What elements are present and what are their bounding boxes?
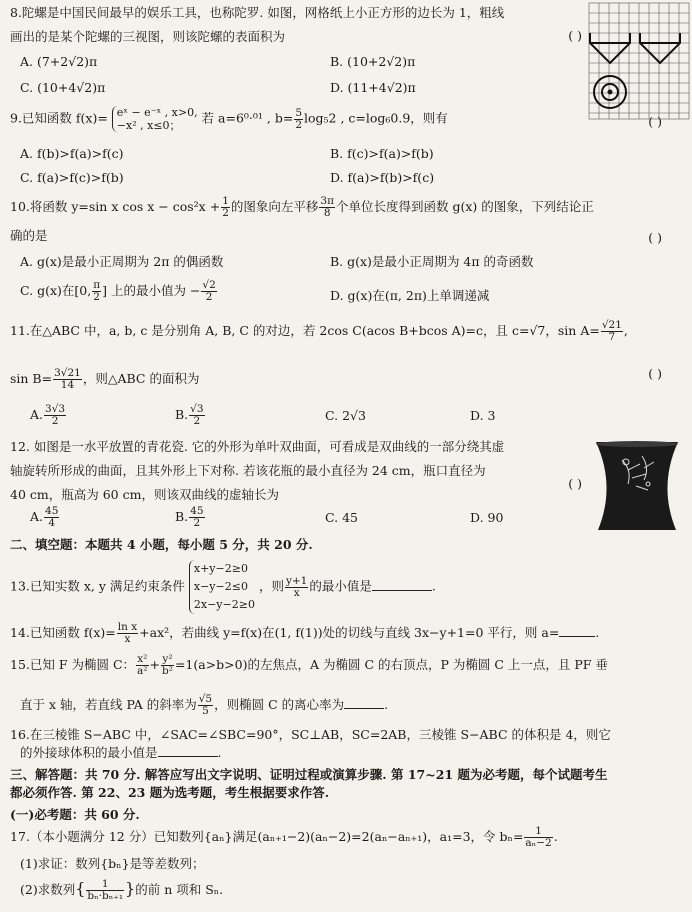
q11-sinb-suffix: ，则△ABC 的面积为	[82, 371, 200, 386]
q14-fraction: $\frac{\text{ln x}}{x}$	[117, 621, 138, 645]
q15-line2-suffix: ，则椭圆 C 的离心率为	[214, 697, 345, 712]
section-3a-heading: (一)必考题：共 60 分.	[10, 807, 140, 822]
q12-option-a: A. $\frac{45}{4}$	[30, 505, 59, 529]
q11-prefix: 11.在△ABC 中，a, b, c 是分别角 A, B, C 的对边，若 2cos C(acos B+bcos A)=c，且 c=√7，sin A=	[10, 323, 600, 338]
q17-part-1: (1)求证：数列{bₙ}是等差数列；	[20, 856, 205, 871]
q9-prefix: 9.已知函数 f(x)=	[10, 110, 108, 126]
q11-sinb-fraction: $\frac{3√21}{14}$	[54, 367, 81, 391]
q10-prefix: 10.将函数 y=sin x cos x − cos²x +	[10, 199, 221, 214]
question-10	[10, 196, 682, 245]
question-12	[10, 438, 592, 504]
q17-sum-fraction: $\frac{1}{\text{bₙ·bₙ₊₁}}$	[87, 878, 124, 902]
q16-line1: 16.在三棱锥 S−ABC 中，∠SAC=∠SBC=90°，SC⊥AB，SC=2AB，三棱锥 S−ABC 的体积是 4，则它	[10, 727, 611, 742]
q10-answer-paren: ( )	[648, 230, 662, 245]
question-15-cont: 直于 x 轴，若直线 PA 的斜率为 $\frac{√5}{5}$ ，则椭圆 C 的离心率为 .	[20, 693, 389, 717]
q14-prefix: 14.已知函数 f(x)=	[10, 625, 116, 640]
q17-part-2-suffix: 的前 n 项和 Sₙ.	[135, 882, 224, 897]
q8-option-a: A. (7+2√2)π	[20, 54, 98, 69]
q10-option-c: C. g(x)在[0, $\frac{\pi}{2}$ ] 上的最小值为 − $\frac{√2}{2}$	[20, 279, 216, 303]
q10-suffix: 个单位长度得到函数 g(x) 的图象，下列结论正	[335, 199, 594, 214]
q9-mid: 若 a=6⁰·⁰¹ , b=	[201, 110, 294, 126]
q9-option-c: C. f(a)>f(c)>f(b)	[20, 170, 124, 185]
q9-option-d: D. f(a)>f(b)>f(c)	[330, 170, 435, 185]
q14-answer-blank	[559, 636, 595, 637]
q9-answer-paren: ( )	[648, 114, 662, 129]
section-3-heading	[10, 766, 682, 802]
q16-line2: 的外接球体积的最小值是	[20, 745, 158, 760]
question-14: 14.已知函数 f(x)= $\frac{\text{ln x}}{x}$ +ax²，若曲线 y=f(x)在(1, f(1))处的切线与直线 3x−y+1=0 平行，则 a= .	[10, 621, 600, 645]
section-3-line1: 三、解答题：共 70 分. 解答应写出文字说明、证明过程或演算步骤. 第 17~21 题为必考题，每个试题考生	[10, 767, 608, 782]
q13-constraint-3: 2x−y−2≥0	[193, 598, 255, 611]
q15-answer-blank	[344, 708, 384, 709]
q8-option-b: B. (10+2√2)π	[330, 54, 416, 69]
q9-option-b: B. f(c)>f(a)>f(b)	[330, 146, 434, 161]
q9-suffix: log₅2 , c=log₆0.9，则有	[304, 110, 448, 126]
q12-line3: 40 cm，瓶高为 60 cm，则该双曲线的虚轴长为	[10, 487, 279, 502]
q15-prefix: 15.已知 F 为椭圆 C：	[10, 657, 136, 672]
q17-prefix: 17.（本小题满分 12 分）已知数列{aₙ}满足(aₙ₊₁−2)(aₙ−2)=2(aₙ−aₙ₊₁)，a₁=3，令 bₙ=	[10, 829, 524, 844]
q17-part-2: (2)求数列	[20, 882, 76, 897]
blue-white-porcelain-vase-figure	[592, 440, 682, 532]
q13-constraint-1: x+y−2≥0	[193, 562, 248, 575]
q13-constraint-2: x−y−2≤0	[193, 580, 248, 593]
q11-answer-paren: ( )	[648, 366, 662, 381]
q11-sinb: sin B=	[10, 371, 53, 386]
question-15: 15.已知 F 为椭圆 C： $\frac{\text{x²}}{\text{a²}}$ + $\frac{\text{y²}}{\text{b²}}$ =1(a>b>0)的左焦点，A 为椭圆 C 的右顶点，P 为椭圆 C 上一点，且 PF 垂	[10, 653, 608, 677]
q11-option-d: D. 3	[470, 408, 496, 423]
question-17: 17.（本小题满分 12 分）已知数列{aₙ}满足(aₙ₊₁−2)(aₙ−2)=2(aₙ−aₙ₊₁)，a₁=3，令 bₙ= $\frac{1}{\text{aₙ−2}}$ . (1)求证：数列{bₙ}是等差数列； (2)求数列{ $\frac{1}{\text{bₙ·bₙ₊₁}}$ }的前 n 项和 Sₙ.	[10, 826, 682, 902]
q13-prefix: 13.已知实数 x, y 满足约束条件	[10, 578, 185, 594]
q11-option-a: A. $\frac{3√3}{2}$	[30, 403, 66, 427]
question-16: 16.在三棱锥 S−ABC 中，∠SAC=∠SBC=90°，SC⊥AB，SC=2AB，三棱锥 S−ABC 的体积是 4，则它 的外接球体积的最小值是 .	[10, 726, 682, 762]
q11-option-c: C. 2√3	[325, 408, 366, 423]
section-2-heading: 二、填空题：本题共 4 小题，每小题 5 分，共 20 分.	[10, 537, 313, 552]
q10-line2: 确的是	[10, 228, 48, 243]
q17-bn-fraction: $\frac{1}{\text{aₙ−2}}$	[525, 825, 552, 849]
q13-objective-fraction: $\frac{y+1}{x}$	[285, 574, 308, 599]
q9-option-a: A. f(b)>f(a)>f(c)	[20, 146, 124, 161]
q12-line1: 12. 如图是一水平放置的青花瓷. 它的外形为单叶双曲面，可看成是双曲线的一部分绕其虚	[10, 439, 505, 454]
question-13: 13.已知实数 x, y 满足约束条件 x+y−2≥0 x−y−2≤0 2x−y−2≥0 ，则 $\frac{y+1}{x}$ 的最小值是 .	[10, 560, 682, 614]
q8-option-c: C. (10+4√2)π	[20, 80, 106, 95]
spinning-top-three-views-figure	[588, 2, 690, 120]
q10-shift-fraction: $\frac{3\pi}{8}$	[320, 195, 334, 219]
q9-case-2: −x² , x≤0；	[116, 119, 181, 132]
q9-piecewise	[112, 106, 198, 132]
q12-option-d: D. 90	[470, 510, 504, 525]
q12-option-c: C. 45	[325, 510, 358, 525]
q12-answer-paren: ( )	[568, 476, 582, 491]
q9-case-1: eˣ − e⁻ˣ , x>0,	[116, 106, 198, 119]
q10-half-fraction: $\frac{1}{2}$	[222, 195, 229, 219]
q12-option-b: B. $\frac{45}{2}$	[175, 505, 204, 529]
q10-option-a: A. g(x)是最小正周期为 2π 的偶函数	[20, 254, 224, 269]
q15-suffix: =1(a>b>0)的左焦点，A 为椭圆 C 的右顶点，P 为椭圆 C 上一点，且 PF 垂	[174, 657, 608, 672]
q10-option-b: B. g(x)是最小正周期为 4π 的奇函数	[330, 254, 534, 269]
q8-option-d: D. (11+4√2)π	[330, 80, 416, 95]
q13-suffix: 的最小值是	[309, 578, 372, 594]
question-11-cont	[10, 368, 682, 391]
question-9	[10, 106, 682, 132]
q8-answer-paren: ( )	[568, 28, 582, 43]
q11-option-b: B. $\frac{√3}{2}$	[175, 403, 204, 427]
section-3-line2: 都必须作答. 第 22、23 题为选考题，考生根据要求作答.	[10, 785, 330, 800]
q10-mid: 的图象向左平移	[230, 199, 319, 214]
q14-suffix: +ax²，若曲线 y=f(x)在(1, f(1))处的切线与直线 3x−y+1=0 平行，则 a=	[139, 625, 560, 640]
q16-answer-blank	[158, 756, 218, 757]
q10-option-d: D. g(x)在(π, 2π)上单调递减	[330, 288, 490, 303]
q13-answer-blank	[372, 590, 432, 591]
q8-line1: 8.陀螺是中国民间最早的娱乐工具，也称陀罗. 如图，网格纸上小正方形的边长为 1，粗线	[10, 5, 505, 20]
q9-b-fraction: $\frac{5}{2}$	[295, 106, 302, 131]
q12-line2: 轴旋转所形成的曲面，且其外形上下对称. 若该花瓶的最小直径为 24 cm，瓶口直径为	[10, 463, 486, 478]
q13-constraints	[189, 560, 255, 614]
q13-mid: ，则	[258, 578, 284, 594]
q15-line2: 直于 x 轴，若直线 PA 的斜率为	[20, 697, 197, 712]
q11-sina-fraction: $\frac{√21}{7}$	[601, 319, 622, 343]
question-11: 11.在△ABC 中，a, b, c 是分别角 A, B, C 的对边，若 2cos C(acos B+bcos A)=c，且 c=√7，sin A= $\frac{√21}{7}$ ,	[10, 319, 628, 343]
q8-line2: 画出的是某个陀螺的三视图，则该陀螺的表面积为	[10, 29, 286, 44]
